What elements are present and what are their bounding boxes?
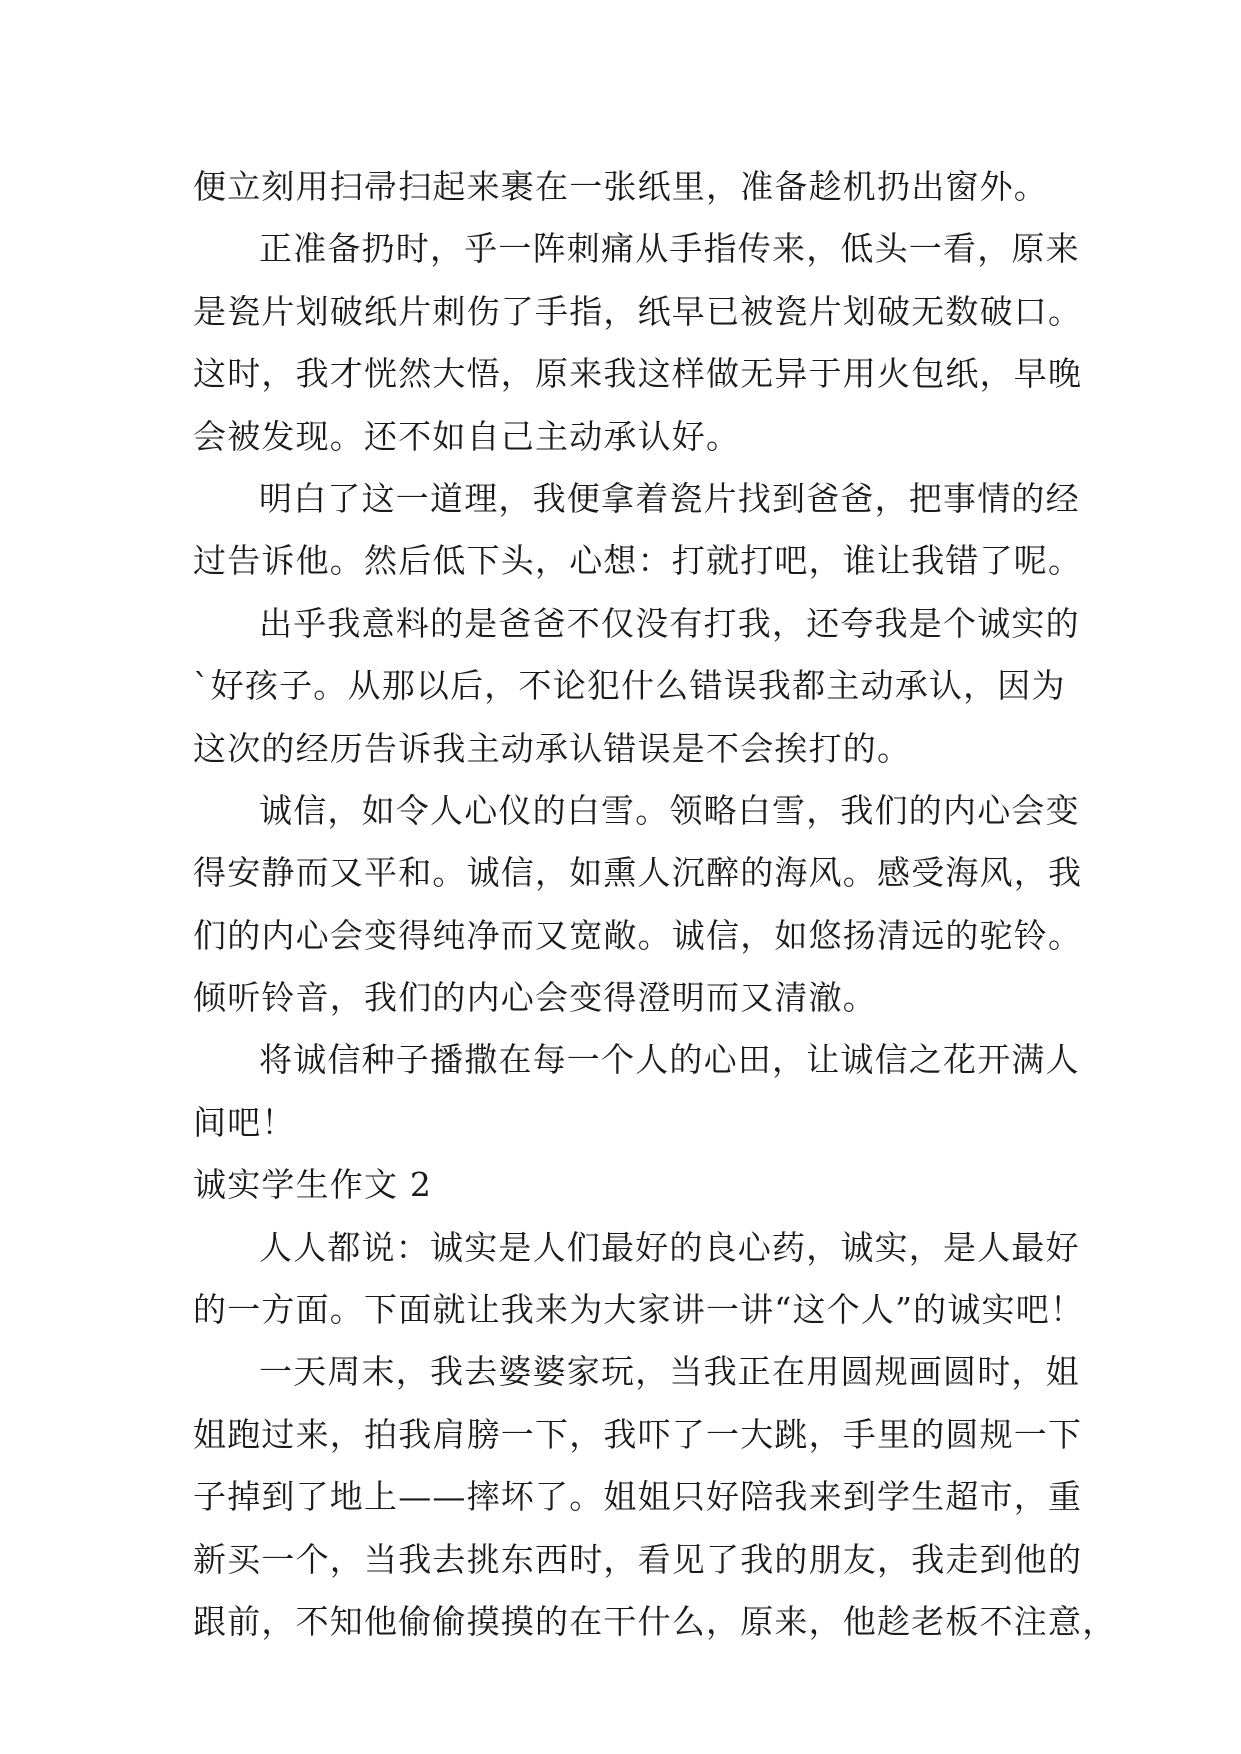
text-line: 诚实学生作文 2 bbox=[193, 1165, 433, 1205]
text-line: 这时，我才恍然大悟，原来我这样做无异于用火包纸，早晚 bbox=[193, 354, 1083, 394]
text-line: 跟前，不知他偷偷摸摸的在干什么，原来，他趁老板不注意， bbox=[193, 1601, 1117, 1641]
document-body bbox=[193, 156, 1117, 1653]
text-line: 子掉到了地上——摔坏了。姐姐只好陪我来到学生超市，重 bbox=[193, 1477, 1083, 1517]
text-line: 这次的经历告诉我主动承认错误是不会挨打的。 bbox=[193, 728, 912, 768]
text-line: 新买一个，当我去挑东西时，看见了我的朋友，我走到他的 bbox=[193, 1539, 1083, 1579]
text-line: 人人都说：诚实是人们最好的良心药，诚实，是人最好 bbox=[259, 1227, 1080, 1267]
text-line: 的一方面。下面就让我来为大家讲一讲“这个人”的诚实吧！ bbox=[193, 1290, 1085, 1330]
text-line: 出乎我意料的是爸爸不仅没有打我，还夸我是个诚实的 bbox=[259, 603, 1080, 643]
text-line: 是瓷片划破纸片刺伤了手指，纸早已被瓷片划破无数破口。 bbox=[193, 291, 1083, 331]
text-line: 得安静而又平和。诚信，如熏人沉醉的海风。感受海风，我 bbox=[193, 853, 1083, 893]
text-line: 正准备扔时，乎一阵刺痛从手指传来，低头一看，原来 bbox=[259, 229, 1080, 269]
text-line: 过告诉他。然后低下头，心想：打就打吧，谁让我错了呢。 bbox=[193, 541, 1083, 581]
text-line: 将诚信种子播撒在每一个人的心田，让诚信之花开满人 bbox=[259, 1040, 1080, 1080]
text-line: 倾听铃音，我们的内心会变得澄明而又清澈。 bbox=[193, 978, 877, 1018]
text-line: 便立刻用扫帚扫起来裹在一张纸里，准备趁机扔出窗外。 bbox=[193, 167, 1048, 206]
text-line: 明白了这一道理，我便拿着瓷片找到爸爸，把事情的经 bbox=[259, 478, 1080, 518]
text-line: 诚信，如令人心仪的白雪。领略白雪，我们的内心会变 bbox=[259, 790, 1080, 830]
text-line: 一天周末，我去婆婆家玩，当我正在用圆规画圆时，姐 bbox=[259, 1352, 1080, 1392]
text-line: 们的内心会变得纯净而又宽敞。诚信，如悠扬清远的驼铃。 bbox=[193, 915, 1083, 955]
text-line: 会被发现。还不如自己主动承认好。 bbox=[193, 416, 741, 456]
text-line: 姐跑过来，拍我肩膀一下，我吓了一大跳，手里的圆规一下 bbox=[193, 1414, 1083, 1454]
text-line: 间吧！ bbox=[193, 1102, 296, 1142]
text-line: `好孩子。从那以后，不论犯什么错误我都主动承认，因为 bbox=[193, 666, 1066, 706]
